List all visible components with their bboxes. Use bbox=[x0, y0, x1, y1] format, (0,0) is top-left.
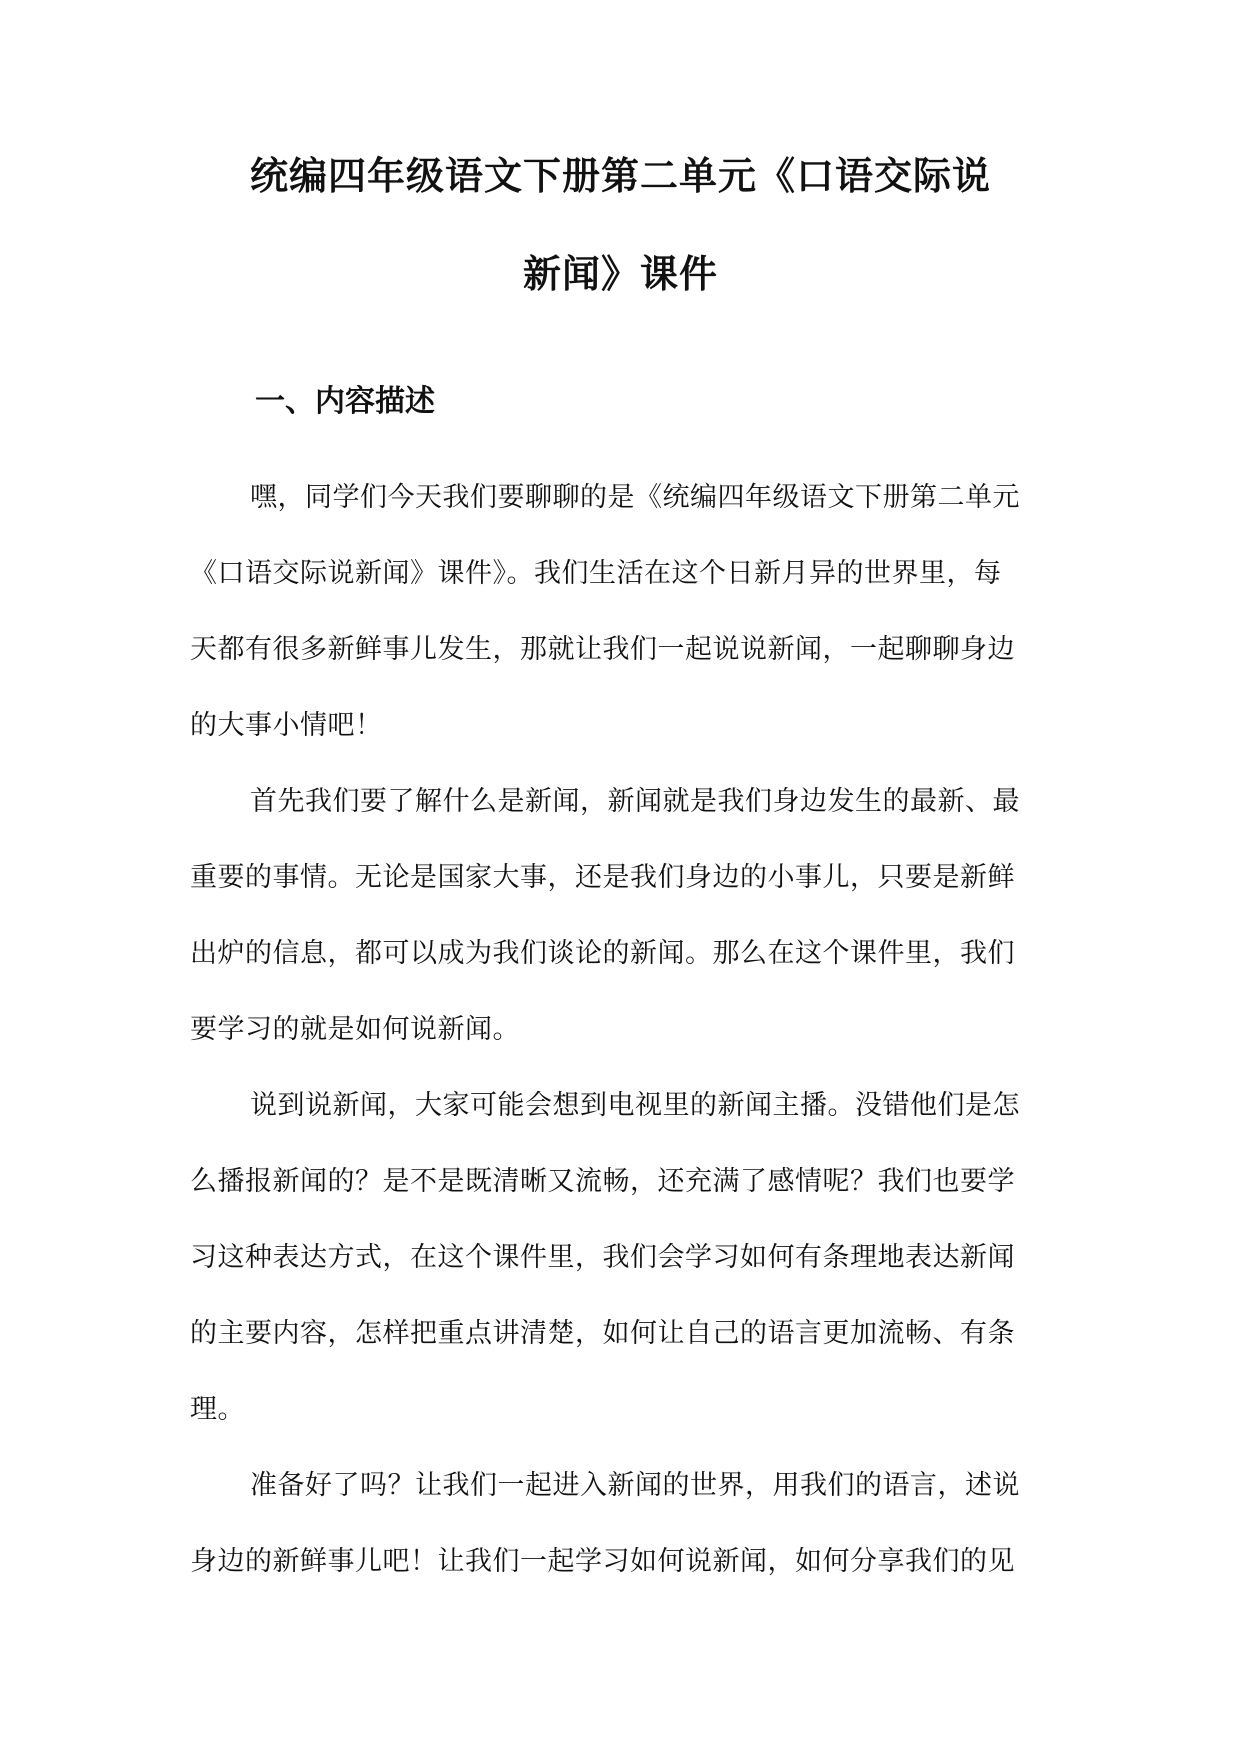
document-title-line-2: 新闻》课件 bbox=[522, 251, 718, 296]
document-title-line-1: 统编四年级语文下册第二单元《口语交际说 bbox=[249, 153, 991, 198]
paragraph-4: 准备好了吗？让我们一起进入新闻的世界，用我们的语言，述说 身边的新鲜事儿吧！让我们一起学习如何说新闻，如何分享我们的见 bbox=[190, 1470, 1020, 1577]
document-body bbox=[190, 460, 1050, 1600]
paragraph-3: 说到说新闻，大家可能会想到电视里的新闻主播。没错他们是怎 么播报新闻的？是不是既清晰又流畅，还充满了感情呢？我们也要学 习这种表达方式，在这个课件里，我们会学习如何有条理地表达新闻 的主要内容，怎样把重点讲清楚，如何让自己的语言更加流畅、有条 理。 bbox=[190, 1090, 1020, 1425]
paragraph-1: 嘿，同学们今天我们要聊聊的是《统编四年级语文下册第二单元 《口语交际说新闻》课件》。我们生活在这个日新月异的世界里，每 天都有很多新鲜事儿发生，那就让我们一起说说新闻，一起聊聊身边 的大事小情吧！ bbox=[190, 482, 1020, 741]
paragraph-2: 首先我们要了解什么是新闻，新闻就是我们身边发生的最新、最 重要的事情。无论是国家大事，还是我们身边的小事儿，只要是新鲜 出炉的信息，都可以成为我们谈论的新闻。那么在这个课件里，我们 要学习的就是如何说新闻。 bbox=[190, 786, 1020, 1045]
section-heading: 一、内容描述 bbox=[255, 384, 435, 419]
